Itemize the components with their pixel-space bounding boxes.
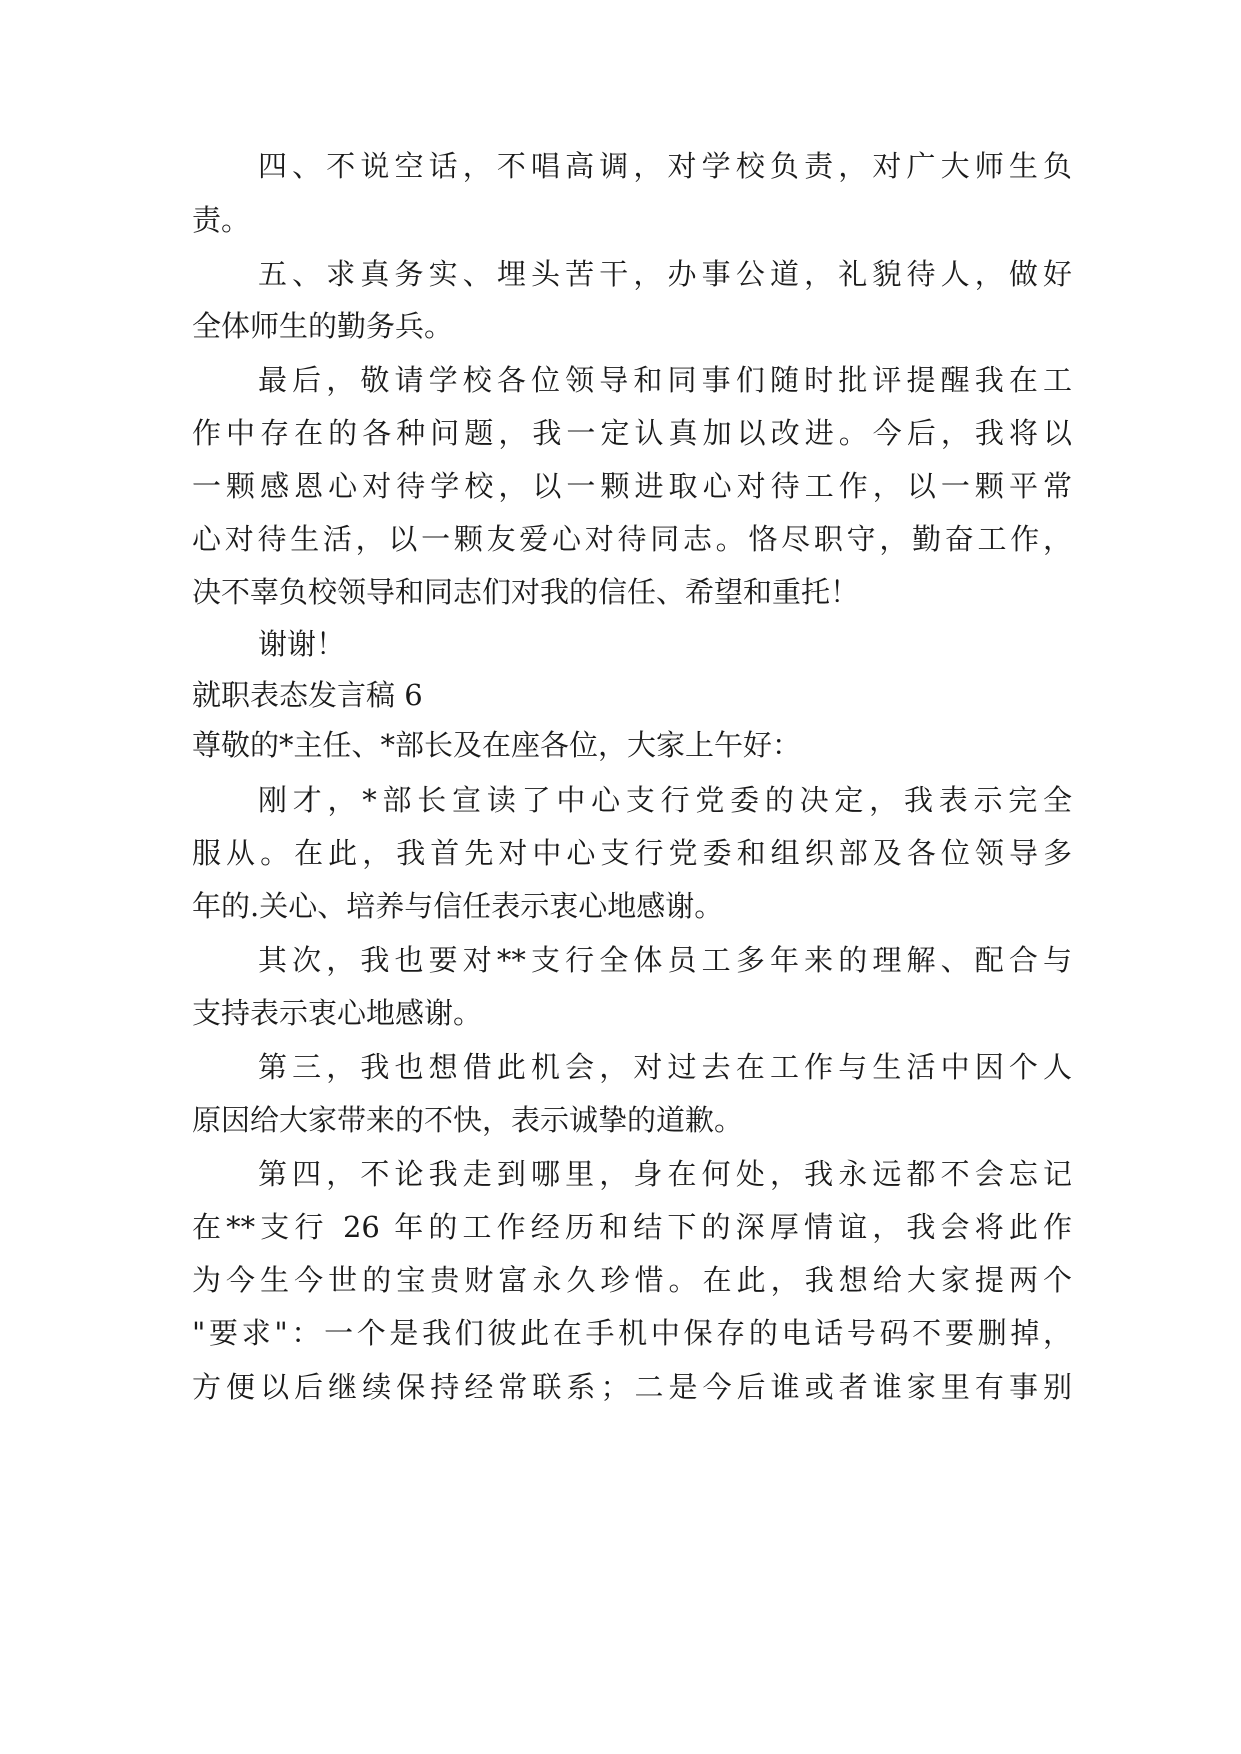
paragraph-line: 原因给大家带来的不快，表示诚挚的道歉。 [192, 1103, 744, 1137]
paragraph-line: 全体师生的勤务兵。 [192, 309, 454, 343]
paragraph-line: 作中存在的各种问题，我一定认真加以改进。今后，我将以 [192, 416, 1072, 450]
paragraph-line: 责。 [192, 203, 251, 237]
paragraph-line: 决不辜负校领导和同志们对我的信任、希望和重托！ [192, 575, 860, 609]
paragraph-line: 第三，我也想借此机会，对过去在工作与生活中因个人 [258, 1050, 1072, 1084]
paragraph-line: 年的.关心、培养与信任表示衷心地感谢。 [192, 889, 724, 923]
paragraph-line: 方便以后继续保持经常联系；二是今后谁或者谁家里有事别 [192, 1370, 1072, 1404]
section-heading: 就职表态发言稿 6 [192, 678, 423, 712]
paragraph-line: 四、不说空话，不唱高调，对学校负责，对广大师生负 [258, 149, 1072, 183]
paragraph-line: 五、求真务实、埋头苦干，办事公道，礼貌待人，做好 [258, 257, 1072, 291]
paragraph-line: "要求"：一个是我们彼此在手机中保存的电话号码不要删掉， [192, 1316, 1072, 1350]
paragraph-line: 在**支行 26 年的工作经历和结下的深厚情谊，我会将此作 [192, 1210, 1072, 1244]
paragraph-line: 为今生今世的宝贵财富永久珍惜。在此，我想给大家提两个 [192, 1263, 1072, 1297]
paragraph-line: 刚才，*部长宣读了中心支行党委的决定，我表示完全 [258, 783, 1072, 817]
paragraph-line: 其次，我也要对**支行全体员工多年来的理解、配合与 [258, 943, 1072, 977]
paragraph-line: 服从。在此，我首先对中心支行党委和组织部及各位领导多 [192, 836, 1072, 870]
paragraph-line: 一颗感恩心对待学校，以一颗进取心对待工作，以一颗平常 [192, 469, 1072, 503]
salutation-line: 尊敬的*主任、*部长及在座各位，大家上午好： [192, 728, 802, 762]
paragraph-line: 谢谢！ [258, 627, 346, 661]
paragraph-line: 第四，不论我走到哪里，身在何处，我永远都不会忘记 [258, 1157, 1072, 1191]
paragraph-line: 支持表示衷心地感谢。 [192, 996, 483, 1030]
paragraph-line: 最后，敬请学校各位领导和同事们随时批评提醒我在工 [258, 363, 1072, 397]
paragraph-line: 心对待生活，以一颗友爱心对待同志。恪尽职守，勤奋工作， [192, 522, 1072, 556]
